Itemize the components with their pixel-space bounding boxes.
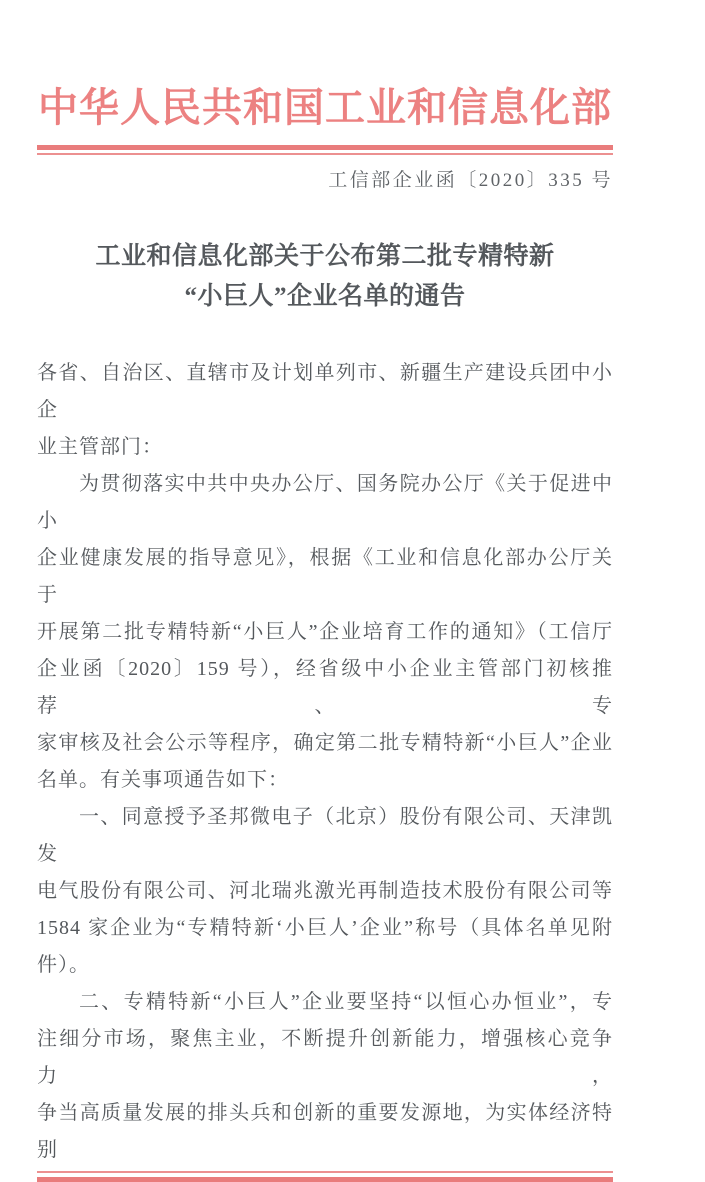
document-number: 工信部企业函〔2020〕335 号	[328, 170, 613, 191]
header-double-rule	[37, 145, 613, 155]
body-line: 业主管部门：	[37, 436, 163, 458]
body-line: 企业健康发展的指导意见》，根据《工业和信息化部办公厅关于	[37, 547, 613, 606]
body-line: 电气股份有限公司、河北瑞兆激光再制造技术股份有限公司等	[37, 880, 613, 902]
body-line: 争当高质量发展的排头兵和创新的重要发源地，为实体经济特别	[37, 1102, 613, 1161]
body-line: 家审核及社会公示等程序，确定第二批专精特新“小巨人”企业	[37, 732, 613, 754]
document-title-line2: “小巨人”企业名单的通告	[184, 283, 466, 310]
letterhead-org-title: 中华人民共和国工业和信息化部	[38, 85, 612, 130]
body-line: 一、同意授予圣邦微电子（北京）股份有限公司、天津凯发	[37, 806, 613, 865]
document-title-line1: 工业和信息化部关于公布第二批专精特新	[95, 243, 555, 270]
document-body	[37, 355, 613, 1169]
footer-rule-thin	[37, 1171, 613, 1173]
body-line: 各省、自治区、直辖市及计划单列市、新疆生产建设兵团中小企	[37, 362, 613, 421]
body-line: 为贯彻落实中共中央办公厅、国务院办公厅《关于促进中小	[37, 473, 613, 532]
body-line: 注细分市场，聚焦主业，不断提升创新能力，增强核心竞争力，	[37, 1028, 613, 1087]
footer-double-rule	[37, 1171, 613, 1182]
body-line: 名单。有关事项通告如下：	[37, 769, 289, 791]
body-line: 件）。	[37, 954, 90, 976]
header-rule-thin	[37, 153, 613, 155]
document-content	[37, 0, 613, 1182]
body-line: 二、专精特新“小巨人”企业要坚持“以恒心办恒业”，专	[79, 991, 613, 1013]
body-line: 开展第二批专精特新“小巨人”企业培育工作的通知》（工信厅	[37, 621, 613, 643]
document-title	[37, 237, 613, 317]
footer-rule-thick	[37, 1177, 613, 1182]
body-line: 1584 家企业为“专精特新‘小巨人’企业”称号（具体名单见附	[37, 917, 613, 939]
body-line: 企业函〔2020〕159 号），经省级中小企业主管部门初核推荐、专	[37, 658, 613, 717]
